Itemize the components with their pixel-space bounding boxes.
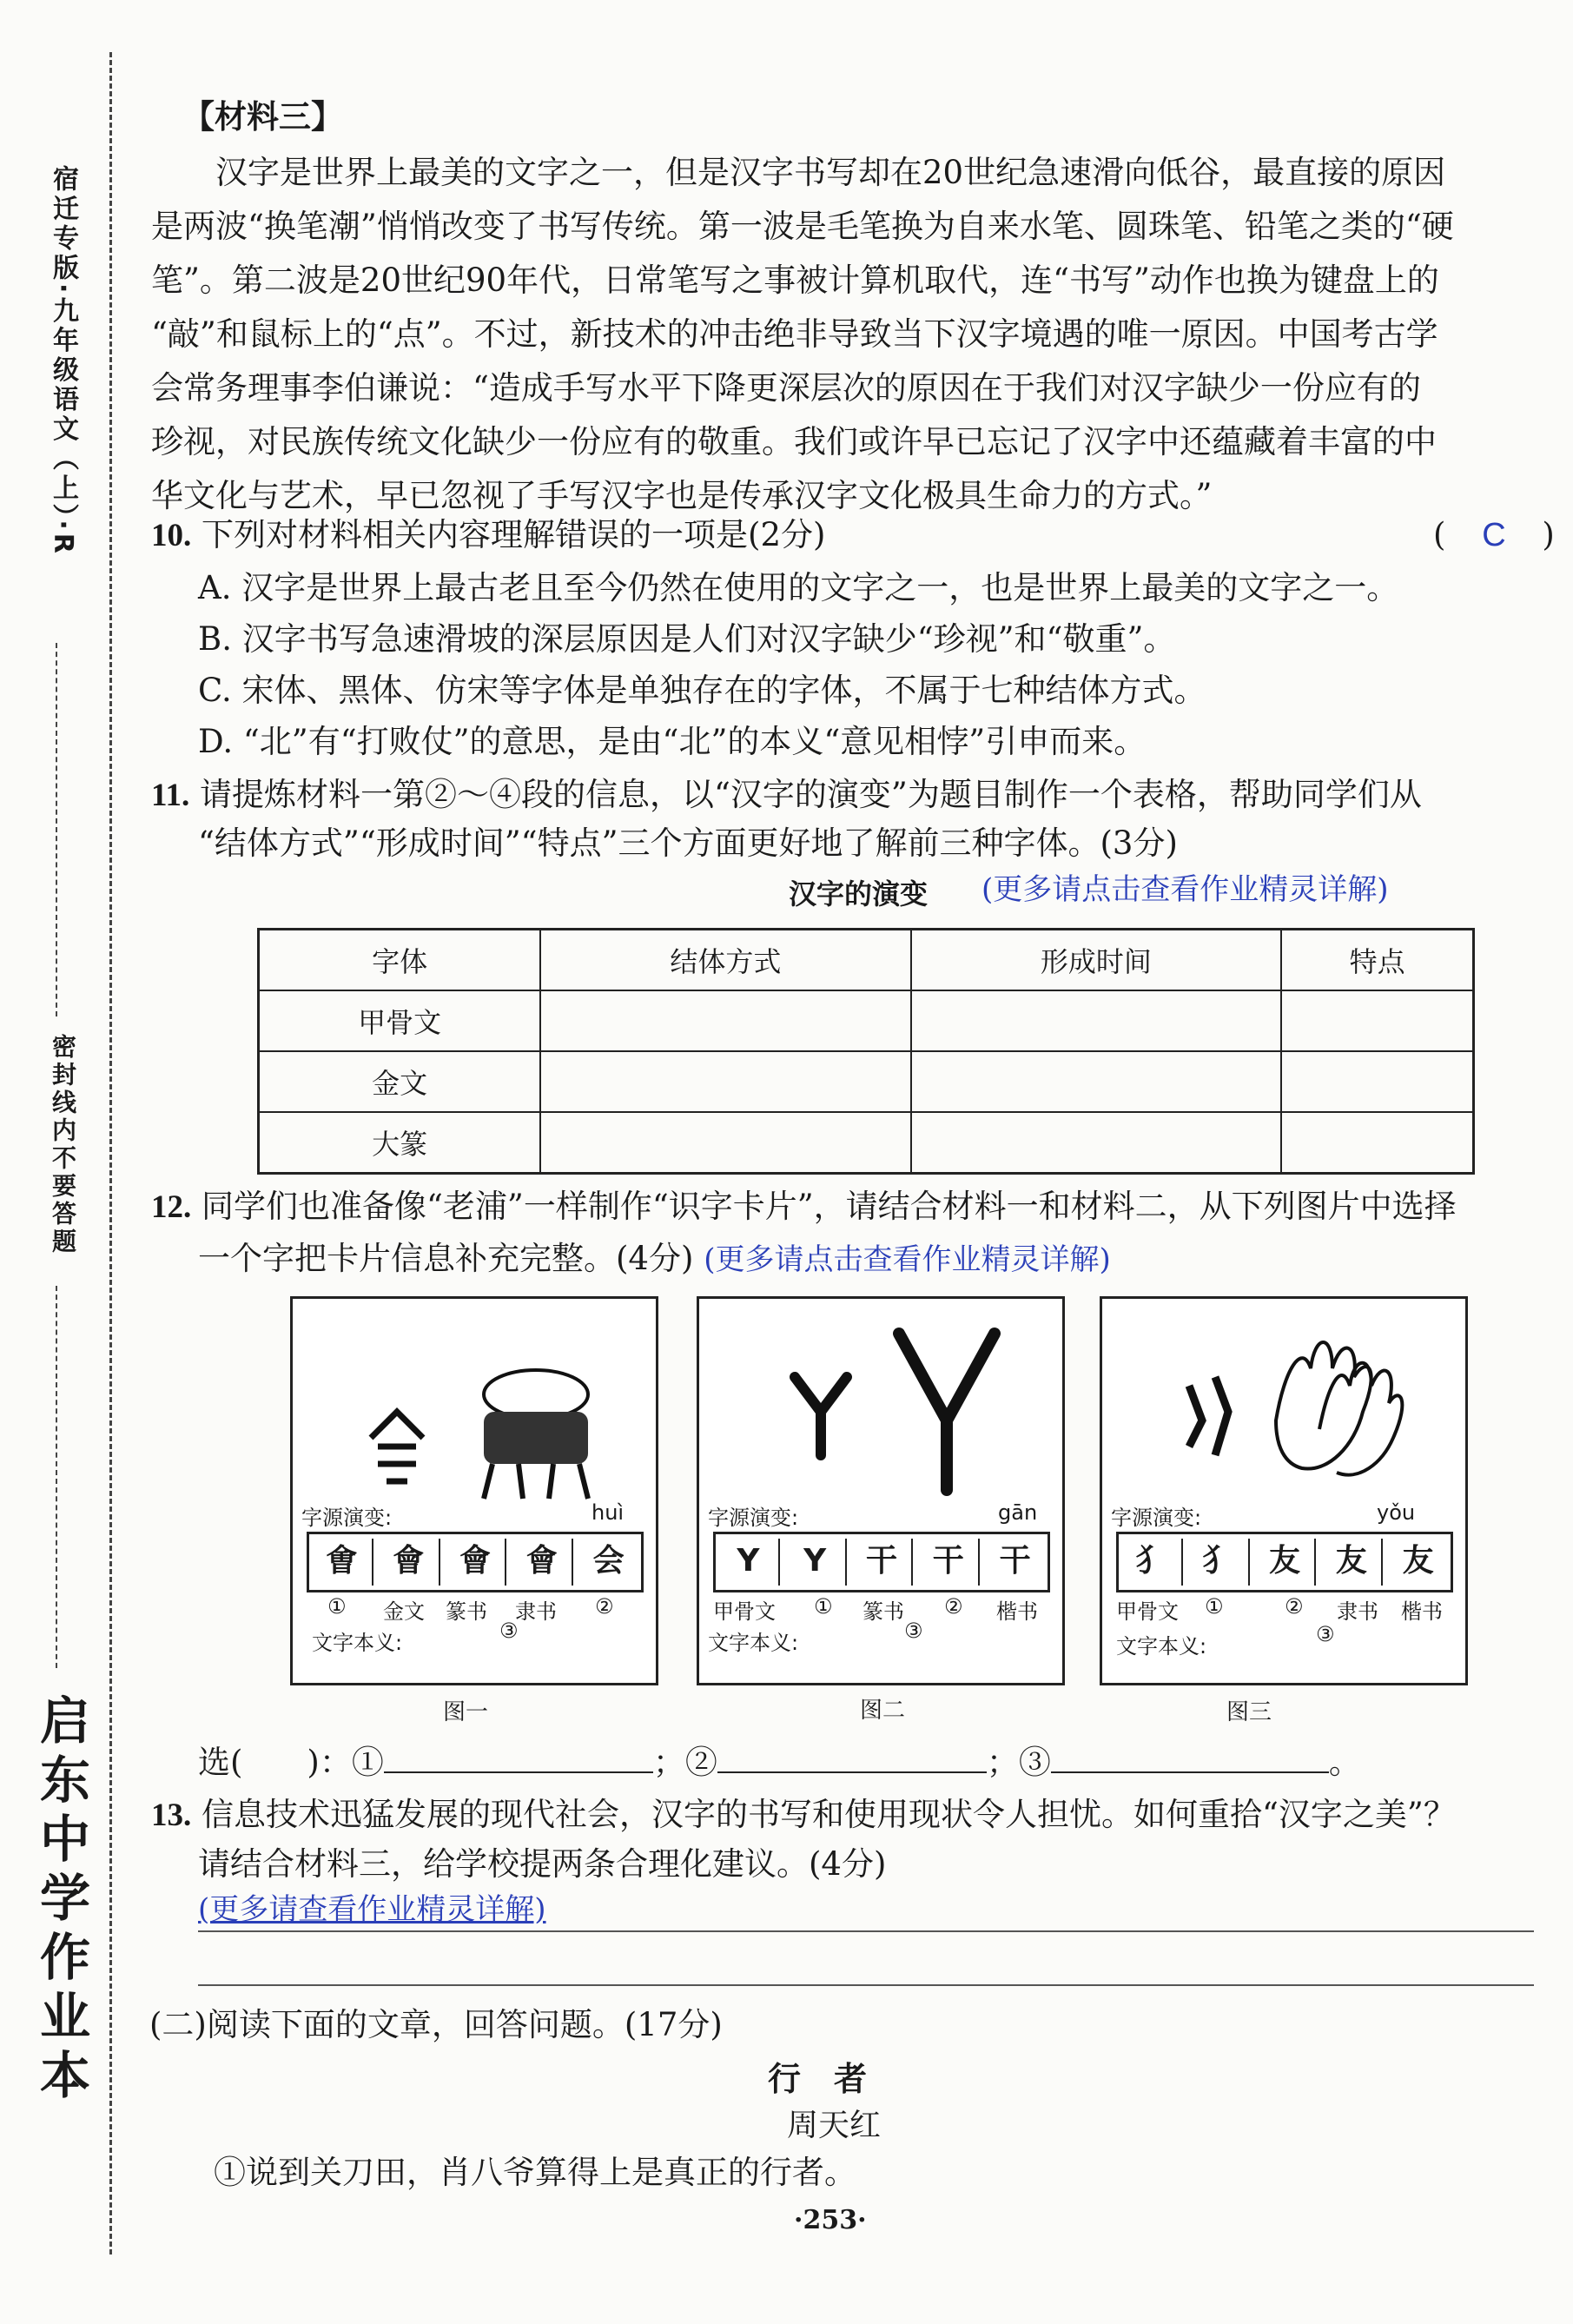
q12-stem <box>151 1180 1541 1235</box>
answer-blank[interactable] <box>384 1771 653 1773</box>
q10-answer: C <box>1482 517 1506 553</box>
answer-cell[interactable] <box>540 1112 910 1174</box>
meaning-label: 文字本义: <box>1116 1634 1207 1659</box>
pinyin: huì <box>592 1500 625 1525</box>
q12-select-row <box>198 1736 1573 1790</box>
glyph: Y <box>785 1539 847 1586</box>
card-you[interactable] <box>1100 1296 1468 1685</box>
binding-line <box>109 52 112 2254</box>
answer-cell[interactable] <box>540 1051 910 1112</box>
section2-heading: (二)阅读下面的文章，回答问题。(17分) <box>149 2006 723 2043</box>
answer-cell[interactable] <box>1281 1112 1473 1174</box>
table-header: 特点 <box>1281 930 1473 991</box>
evolution-label: 字源演变: <box>708 1506 799 1530</box>
hui-pictograph <box>345 1334 623 1507</box>
answer-blank[interactable] <box>717 1771 987 1773</box>
q11-line2: “结体方式”“形成时间”“特点”三个方面更好地了解前三种字体。(3分) <box>198 824 1178 862</box>
figure-caption: 图二 <box>860 1698 906 1724</box>
card-hui[interactable] <box>290 1296 658 1685</box>
meaning-blank: ③ <box>904 1619 923 1643</box>
book-series: 宿迁专版·九年级语文（上）·R <box>48 165 78 557</box>
table-cell: 大篆 <box>259 1112 541 1174</box>
glyph-stage: 楷书 <box>996 1599 1038 1624</box>
seal-note: 密封线内不要答题 <box>49 1034 77 1256</box>
glyph-stage: ① <box>814 1594 833 1619</box>
q10-option-a: A. 汉字是世界上最古老且至今仍然在使用的文字之一，也是世界上最美的文字之一。 <box>198 569 1399 606</box>
detail-link[interactable]: (更多请查看作业精灵详解) <box>198 1892 546 1927</box>
glyph: 犭 <box>1188 1539 1250 1586</box>
q10-option-b: B. 汉字书写急速滑坡的深层原因是人们对汉字缺少“珍视”和“敬重”。 <box>198 620 1176 658</box>
glyph-strip <box>1116 1532 1453 1592</box>
margin-divider <box>56 643 57 1016</box>
meaning-label: 文字本义: <box>312 1631 403 1655</box>
glyph: 犭 <box>1121 1539 1183 1586</box>
glyph: 友 <box>1321 1539 1383 1586</box>
answer-cell[interactable] <box>1281 1051 1473 1112</box>
glyph: 干 <box>918 1539 980 1586</box>
question-number: 13. <box>151 1798 192 1833</box>
glyph-strip <box>307 1532 644 1592</box>
table-cell: 甲骨文 <box>259 990 541 1051</box>
detail-link[interactable]: (更多请点击查看作业精灵详解) <box>981 872 1389 907</box>
glyph-stage: 甲骨文 <box>1116 1599 1179 1624</box>
material3-line: “敲”和鼠标上的“点”。不过，新技术的冲击绝非导致当下汉字境遇的唯一原因。中国考古学 <box>151 315 1438 353</box>
glyph-strip <box>713 1532 1050 1592</box>
page-number: ·253· <box>794 2205 867 2235</box>
table-title: 汉字的演变 <box>789 877 929 910</box>
q12-line1: 同学们也准备像“老浦”一样制作“识字卡片”，请结合材料一和材料二，从下列图片中选择 <box>202 1188 1457 1225</box>
table-row <box>259 1112 1474 1174</box>
table-header-row <box>259 930 1474 991</box>
material3-line: 笔”。第二波是20世纪90年代，日常笔写之事被计算机取代，连“书写”动作也换为键盘上的 <box>151 262 1439 299</box>
material3-line: 华文化与艺术，早已忽视了手写汉字也是传承汉字文化极具生命力的方式。” <box>151 477 1213 514</box>
material3-line: 珍视，对民族传统文化缺少一份应有的敬重。我们或许早已忘记了汉字中还蕴藏着丰富的中 <box>151 423 1437 460</box>
blank-label: ① <box>351 1744 384 1781</box>
evolution-label: 字源演变: <box>301 1506 393 1530</box>
figure-caption: 图三 <box>1226 1699 1272 1725</box>
article-title: 行 者 <box>768 2060 868 2098</box>
glyph-stage: 篆书 <box>863 1599 904 1624</box>
table-header: 形成时间 <box>911 930 1281 991</box>
evolution-label: 字源演变: <box>1111 1506 1202 1530</box>
glyph: 會 <box>512 1539 573 1586</box>
glyph: 友 <box>1402 1543 1434 1579</box>
meaning-label: 文字本义: <box>708 1631 799 1655</box>
glyph-stage: 甲骨文 <box>713 1599 776 1624</box>
table-row <box>259 990 1474 1051</box>
q11-stem <box>151 768 1541 823</box>
glyph: 㑹 <box>312 1539 373 1586</box>
glyph: 會 <box>446 1539 507 1586</box>
answer-cell[interactable] <box>540 990 910 1051</box>
gan-pictograph <box>743 1316 1021 1507</box>
q12-line2-row <box>198 1232 1573 1287</box>
article-para: ①说到关刀田，肖八爷算得上是真正的行者。 <box>214 2154 856 2191</box>
table-cell: 金文 <box>259 1051 541 1112</box>
q10-answer-box <box>1433 508 1555 562</box>
blank-label: ；③ <box>986 1744 1051 1781</box>
glyph-stage: 隶书 <box>1337 1599 1378 1624</box>
material3-line: 是两波“换笔潮”悄悄改变了书写传统。第一波是毛笔换为自来水笔、圆珠笔、铅笔之类的“硬 <box>151 208 1454 245</box>
answer-line[interactable] <box>198 1984 1534 1986</box>
paren: ( <box>1433 516 1446 553</box>
pinyin: gān <box>998 1500 1038 1525</box>
detail-link[interactable]: (更多请点击查看作业精灵详解) <box>704 1242 1111 1277</box>
q12-line2: 一个字把卡片信息补充完整。(4分) <box>198 1240 694 1277</box>
end-mark: 。 <box>1328 1744 1361 1781</box>
material3-line: 汉字是世界上最美的文字之一，但是汉字书写却在20世纪急速滑向低谷，最直接的原因 <box>215 154 1446 191</box>
q13-line2: 请结合材料三，给学校提两条合理化建议。(4分) <box>198 1845 887 1883</box>
glyph: 干 <box>852 1539 914 1586</box>
glyph-stage: ② <box>595 1594 614 1619</box>
card-gan[interactable] <box>697 1296 1065 1685</box>
you-pictograph <box>1154 1316 1432 1507</box>
answer-cell[interactable] <box>1281 990 1473 1051</box>
answer-cell[interactable] <box>911 1112 1281 1174</box>
question-number: 12. <box>151 1189 192 1225</box>
glyph: 友 <box>1255 1539 1317 1586</box>
paren: ) <box>1542 516 1555 553</box>
glyph-stage: ② <box>944 1594 963 1619</box>
glyph-stage: 隶书 <box>515 1599 557 1624</box>
glyph-stage: ① <box>1205 1594 1224 1619</box>
glyph-stage: 金文 <box>383 1599 425 1624</box>
meaning-blank: ③ <box>1316 1622 1335 1646</box>
answer-cell[interactable] <box>911 1051 1281 1112</box>
q11-line1: 请提炼材料一第②～④段的信息，以“汉字的演变”为题目制作一个表格，帮助同学们从 <box>199 776 1422 813</box>
q10-text: 下列对材料相关内容理解错误的一项是(2分) <box>202 516 826 553</box>
glyph-stage: ② <box>1285 1594 1304 1619</box>
q13-line1: 信息技术迅猛发展的现代社会，汉字的书写和使用现状令人担忧。如何重拾“汉字之美”？ <box>202 1796 1456 1833</box>
book-title: 启东中学作业本 <box>31 1694 90 2108</box>
material3-heading: 【材料三】 <box>182 98 343 136</box>
blank-label: ；② <box>652 1744 717 1781</box>
question-number: 10. <box>151 518 192 553</box>
material3-line: 会常务理事李伯谦说：“造成手写水平下降更深层次的原因在于我们对汉字缺少一份应有的 <box>151 369 1421 407</box>
q10-option-c: C. 宋体、黑体、仿宋等字体是单独存在的字体，不属于七种结体方式。 <box>198 672 1206 709</box>
evolution-table <box>257 928 1475 1175</box>
glyph-stage: 篆书 <box>446 1599 487 1624</box>
select-label: 选( )： <box>198 1744 352 1781</box>
meaning-blank: ③ <box>499 1619 519 1643</box>
glyph-stage: 楷书 <box>1401 1599 1443 1624</box>
q10-stem <box>151 508 1541 563</box>
table-header: 结体方式 <box>540 930 910 991</box>
question-number: 11. <box>151 778 190 813</box>
table-header: 字体 <box>259 930 541 991</box>
answer-cell[interactable] <box>911 990 1281 1051</box>
margin-divider <box>56 1286 57 1668</box>
figure-caption: 图一 <box>443 1699 489 1725</box>
q10-option-d: D. “北”有“打败仗”的意思，是由“北”的本义“意见相悖”引申而来。 <box>198 723 1147 760</box>
article-author: 周天红 <box>787 2108 882 2143</box>
q13-stem <box>151 1788 1541 1843</box>
glyph: 會 <box>379 1539 440 1586</box>
glyph: 会 <box>592 1543 625 1579</box>
pinyin: yǒu <box>1377 1500 1416 1525</box>
answer-blank[interactable] <box>1051 1771 1329 1773</box>
glyph: 干 <box>999 1543 1031 1579</box>
glyph: Y <box>718 1539 780 1586</box>
answer-line[interactable] <box>198 1930 1534 1932</box>
glyph-stage: ① <box>327 1594 347 1619</box>
table-row <box>259 1051 1474 1112</box>
